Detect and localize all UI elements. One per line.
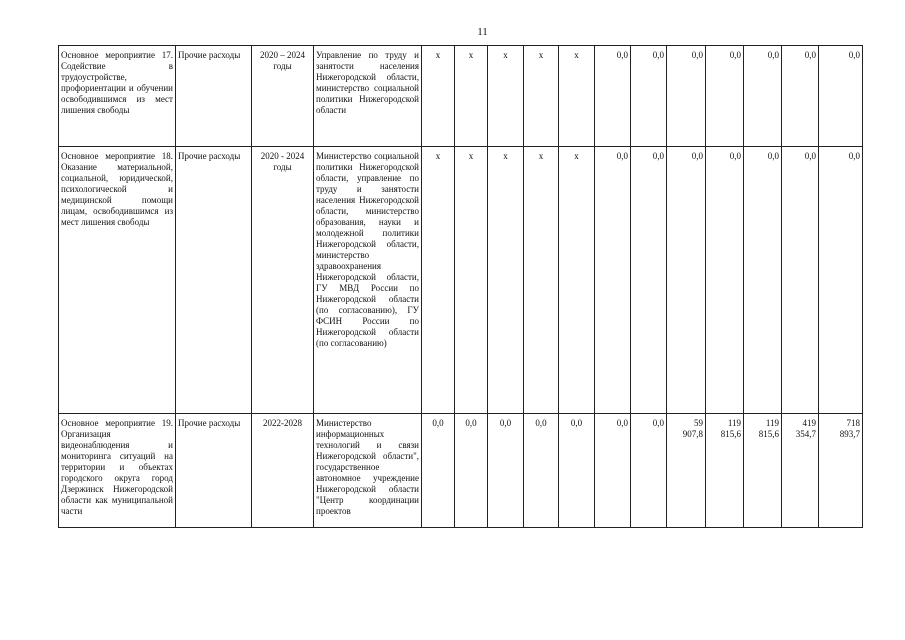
expense-cell: Прочие расходы: [176, 147, 252, 414]
value-cell: x: [422, 147, 455, 414]
table-row: [59, 414, 863, 528]
event-cell: Основное мероприятие 17. Содействие в трудоустройстве, профориентации и обучении освободившимся из мест лишения свободы: [59, 46, 176, 147]
period-cell: 2020 - 2024 годы: [252, 147, 314, 414]
value-cell: 0,0: [819, 147, 863, 414]
value-cell: 0,0: [595, 147, 631, 414]
value-cell: 718 893,7: [819, 414, 863, 528]
value-cell: x: [559, 46, 595, 147]
expense-cell: Прочие расходы: [176, 414, 252, 528]
value-cell: 0,0: [488, 414, 524, 528]
value-cell: 0,0: [667, 147, 706, 414]
value-cell: 0,0: [706, 46, 744, 147]
value-cell: x: [524, 147, 559, 414]
table-row: [59, 46, 863, 147]
value-cell: x: [455, 147, 488, 414]
value-cell: 0,0: [595, 414, 631, 528]
executor-cell: Министерство информационных технологий и связи Нижегородской области", государственное автономное учреждение Нижегородской области "Центр координации проектов: [314, 414, 422, 528]
value-cell: 119 815,6: [706, 414, 744, 528]
period-cell: 2022-2028: [252, 414, 314, 528]
value-cell: 0,0: [782, 46, 819, 147]
value-cell: 119 815,6: [744, 414, 782, 528]
value-cell: x: [422, 46, 455, 147]
value-cell: 0,0: [559, 414, 595, 528]
period-cell: 2020 – 2024 годы: [252, 46, 314, 147]
value-cell: 0,0: [422, 414, 455, 528]
executor-cell: Министерство социальной политики Нижегородской области, управление по труду и занятости населения Нижегородской области, министерство образования, науки и молодежной политики Нижегородской области, министерство здравоохранения Нижегородской области, ГУ МВД России по Нижегородской области (по согласованию), ГУ ФСИН России по Нижегородской области (по согласованию): [314, 147, 422, 414]
value-cell: 0,0: [706, 147, 744, 414]
value-cell: 0,0: [782, 147, 819, 414]
value-cell: 0,0: [595, 46, 631, 147]
value-cell: x: [488, 147, 524, 414]
executor-cell: Управление по труду и занятости населения Нижегородской области, министерство социальной политики Нижегородской области: [314, 46, 422, 147]
value-cell: 0,0: [631, 414, 667, 528]
value-cell: 0,0: [631, 46, 667, 147]
event-cell: Основное мероприятие 19. Организация видеонаблюдения и мониторинга ситуаций на территории и объектах городского округа город Дзержинск Нижегородской области как муниципальной части: [59, 414, 176, 528]
table-row: [59, 147, 863, 414]
value-cell: 0,0: [744, 46, 782, 147]
value-cell: 0,0: [819, 46, 863, 147]
program-table: [58, 45, 863, 528]
value-cell: x: [524, 46, 559, 147]
value-cell: 419 354,7: [782, 414, 819, 528]
event-cell: Основное мероприятие 18. Оказание материальной, социальной, юридической, психологической и медицинской помощи лицам, освободившимся из мест лишения свободы: [59, 147, 176, 414]
page-number: 11: [477, 26, 488, 38]
value-cell: x: [488, 46, 524, 147]
value-cell: x: [559, 147, 595, 414]
expense-cell: Прочие расходы: [176, 46, 252, 147]
value-cell: x: [455, 46, 488, 147]
value-cell: 0,0: [744, 147, 782, 414]
value-cell: 0,0: [524, 414, 559, 528]
value-cell: 0,0: [631, 147, 667, 414]
value-cell: 59 907,8: [667, 414, 706, 528]
value-cell: 0,0: [667, 46, 706, 147]
value-cell: 0,0: [455, 414, 488, 528]
